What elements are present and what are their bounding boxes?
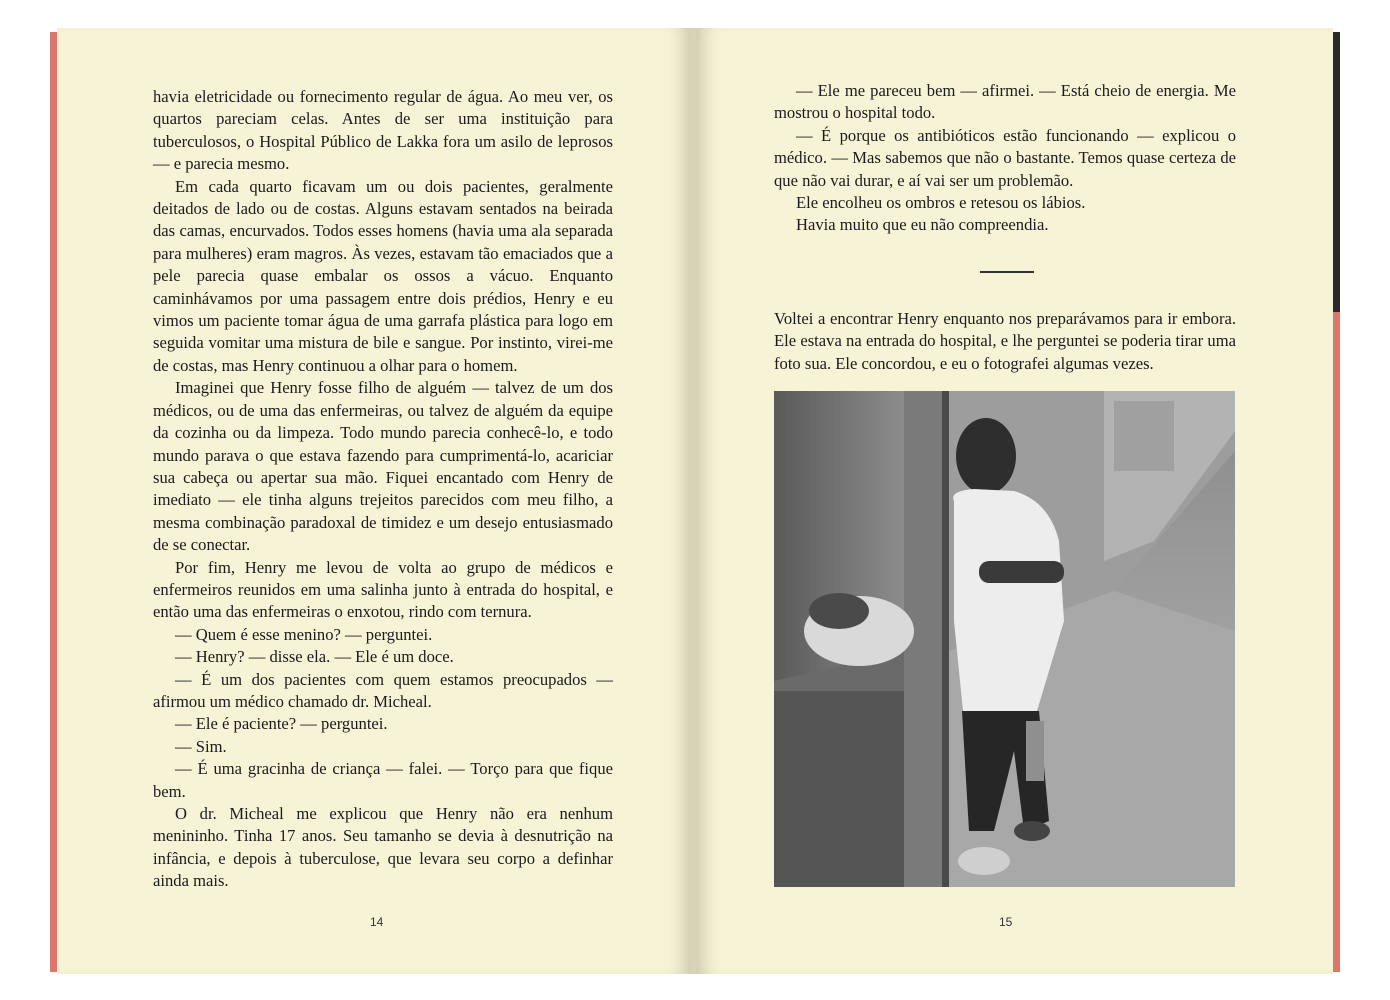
paragraph: Havia muito que eu não compreendia. <box>796 215 1049 235</box>
book-gutter <box>690 28 697 974</box>
left-page-edge <box>50 32 57 972</box>
paragraph: havia eletricidade ou fornecimento regular de água. Ao meu ver, os quartos pareciam celas. Antes de ser uma instituição para tuberculosos, o Hospital Público de Lakka fora um asilo de leprosos — e parecia mesmo. <box>153 87 613 174</box>
paragraph: — Sim. <box>175 736 227 756</box>
paragraph: Ele encolheu os ombros e retesou os lábios. <box>796 193 1086 213</box>
left-page <box>57 28 690 974</box>
paragraph: Por fim, Henry me levou de volta ao grupo de médicos e enfermeiros reunidos em uma salinha junto à entrada do hospital, e então uma das enfermeiras o enxotou, rindo com ternura. <box>153 557 613 622</box>
paragraph: O dr. Micheal me explicou que Henry não era nenhum menininho. Tinha 17 anos. Seu tamanho se devia à desnutrição na infância, e depois à tuberculose, que levara seu corpo a definhar ainda mais. <box>153 804 613 891</box>
right-page <box>697 28 1333 974</box>
section-divider <box>980 271 1034 273</box>
paragraph: — É porque os antibióticos estão funcionando — explicou o médico. — Mas sabemos que não o bastante. Temos quase certeza de que não vai durar, e aí vai ser um problemão. <box>774 125 1236 190</box>
right-page-number: 15 <box>999 915 1013 929</box>
paragraph: — É um dos pacientes com quem estamos preocupados — afirmou um médico chamado dr. Micheal. <box>153 669 613 711</box>
photo-boy-in-hospital <box>774 391 1235 887</box>
right-page-top-text <box>774 80 1236 237</box>
paragraph: — Quem é esse menino? — perguntei. <box>175 624 433 644</box>
right-page-mid-text <box>774 308 1236 375</box>
paragraph: Voltei a encontrar Henry enquanto nos preparávamos para ir embora. Ele estava na entrada do hospital, e lhe perguntei se poderia tirar uma foto sua. Ele concordou, e eu o fotografei algumas vezes. <box>774 309 1236 373</box>
photo-illustration <box>774 391 1235 887</box>
left-page-text <box>153 86 613 893</box>
paragraph: — É uma gracinha de criança — falei. — Torço para que fique bem. <box>153 759 613 801</box>
left-page-number: 14 <box>370 915 384 929</box>
paragraph: — Henry? — disse ela. — Ele é um doce. <box>175 647 454 667</box>
paragraph: Em cada quarto ficavam um ou dois pacientes, geralmente deitados de lado ou de costas. Alguns estavam sentados na beirada das camas, encurvados. Todos esses homens (havia uma ala separada para mulheres) eram magros. Às vezes, estavam tão emaciados que a pele parecia quase embalar os ossos a vácuo. Enquanto caminhávamos por uma passagem entre dois prédios, Henry e eu vimos um paciente tomar água de uma garrafa plástica para logo em seguida vomitar uma mistura de bile e sangue. Por instinto, virei-me de costas, mas Henry continuou a olhar para o homem. <box>153 176 613 375</box>
paragraph: — Ele é paciente? — perguntei. <box>175 714 388 734</box>
paragraph: — Ele me pareceu bem — afirmei. — Está cheio de energia. Me mostrou o hospital todo. <box>774 81 1236 123</box>
right-page-edge-dark <box>1333 32 1340 312</box>
paragraph: Imaginei que Henry fosse filho de alguém — talvez de um dos médicos, ou de uma das enfermeiras, ou talvez de alguém da equipe da cozinha ou da limpeza. Todo mundo parecia conhecê-lo, e todo mundo parava o que estava fazendo para cumprimentá-lo, acariciar sua cabeça ou apertar sua mão. Fiquei encantado com Henry de imediato — ele tinha alguns trejeitos parecidos com meu filho, a mesma combinação paradoxal de timidez e um desejo entusiasmado de se conectar. <box>153 378 613 555</box>
